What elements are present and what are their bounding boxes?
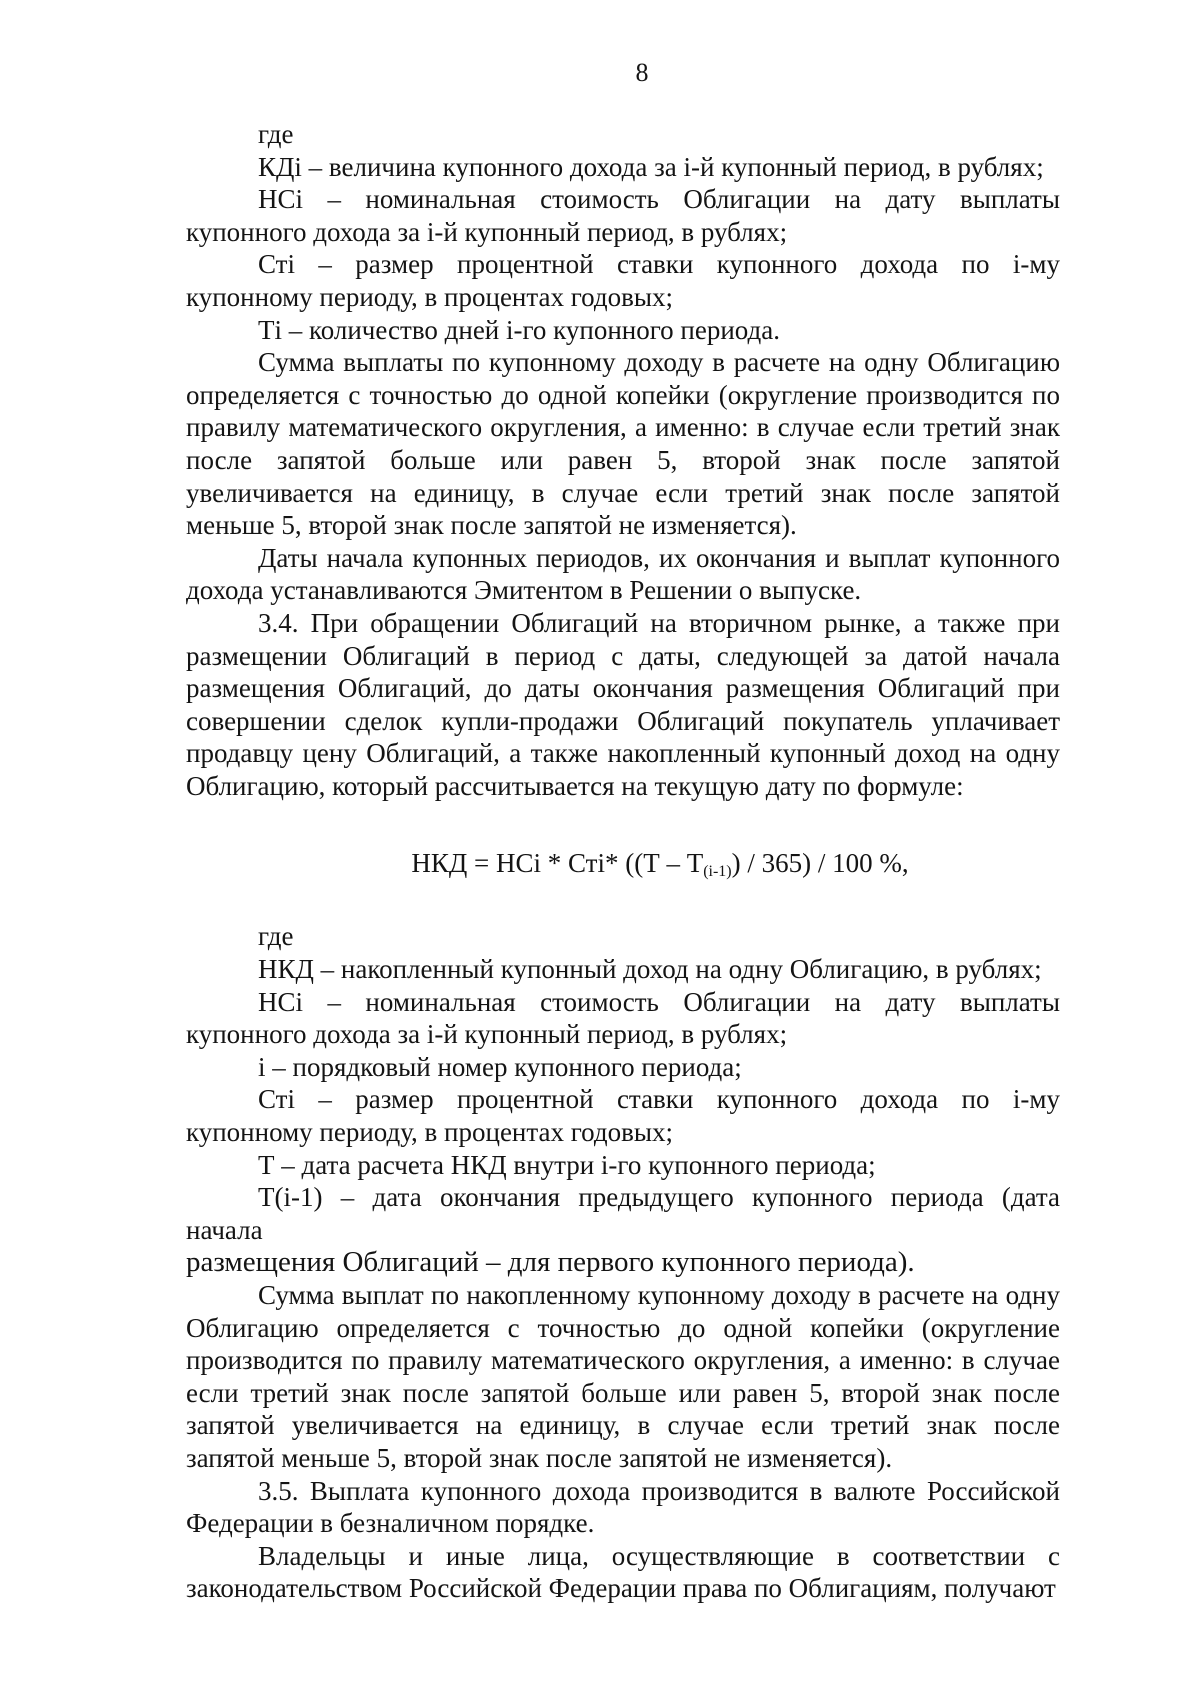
page-number: 8 [635, 58, 649, 87]
nkd-formula [260, 846, 1060, 880]
definition-nc-2: НСi – номинальная стоимость Облигации на дату выплаты купонного дохода за i-й купонный период, в рублях; [186, 986, 1060, 1050]
paragraph-coupon-dates: Даты начала купонных периодов, их окончания и выплат купонного дохода устанавливаются Эмитентом в Решении о выпуске. [186, 542, 1060, 606]
paragraph-coupon-sum: Сумма выплаты по купонному доходу в расчете на одну Облигацию определяется с точностью до одной копейки (округление производится по правилу математического округления, а именно: в случае если третий знак после запятой больше или равен 5, второй знак после запятой увеличивается на единицу, в случае если третий знак после запятой меньше 5, второй знак после запятой не изменяется). [186, 347, 1060, 541]
definition-t-prev-line2: размещения Облигаций – для первого купонного периода). [186, 1246, 915, 1279]
where-label-1: где [258, 119, 294, 149]
definition-nc-1: НСi – номинальная стоимость Облигации на дату выплаты купонного дохода за i-й купонный период, в рублях; [186, 184, 1060, 247]
definition-kd: КДi – величина купонного дохода за i-й купонный период, в рублях; [258, 151, 1044, 182]
definition-t-prev-line1: Т(i-1) – дата окончания предыдущего купонного периода (дата начала [186, 1182, 1060, 1245]
paragraph-3-5: 3.5. Выплата купонного дохода производится в валюте Российской Федерации в безналичном порядке. [186, 1475, 1060, 1539]
document-body [186, 118, 1060, 1605]
paragraph-accrued-sum: Сумма выплат по накопленному купонному доходу в расчете на одну Облигацию определяется с точностью до одной копейки (округление производится по правилу математического округления, а именно: в случае если третий знак после запятой больше или равен 5, второй знак после запятой увеличивается на единицу, в случае если третий знак после запятой меньше 5, второй знак после запятой не изменяется). [186, 1280, 1060, 1473]
formula-right: ) / 365) / 100 %, [731, 848, 909, 879]
paragraph-owners: Владельцы и иные лица, осуществляющие в соответствии с законодательством Российской Федерации права по Облигациям, получают [186, 1540, 1060, 1604]
definition-t-2: Т – дата расчета НКД внутри i-го купонного периода; [258, 1149, 876, 1180]
definition-t-1: Тi – количество дней i-го купонного периода. [258, 314, 780, 345]
formula-subscript: (i-1) [703, 863, 732, 881]
definition-nkd: НКД – накопленный купонный доход на одну Облигацию, в рублях; [258, 954, 1042, 985]
definition-ct-1: Стi – размер процентной ставки купонного дохода по i-му купонному периоду, в процентах годовых; [186, 249, 1060, 312]
paragraph-3-4: 3.4. При обращении Облигаций на вторичном рынке, а также при размещении Облигаций в период с даты, следующей за датой начала размещения Облигаций, до даты окончания размещения Облигаций при совершении сделок купли-продажи Облигаций покупатель уплачивает продавцу цену Облигаций, а также накопленный купонный доход на одну Облигацию, который рассчитывается на текущую дату по формуле: [186, 607, 1060, 801]
definition-ct-2: Стi – размер процентной ставки купонного дохода по i-му купонному периоду, в процентах годовых; [186, 1084, 1060, 1148]
where-label-2: где [258, 921, 294, 952]
definition-i: i – порядковый номер купонного периода; [258, 1051, 742, 1082]
formula-left: НКД = НСi * Стi* ((Т – Т [411, 848, 704, 879]
